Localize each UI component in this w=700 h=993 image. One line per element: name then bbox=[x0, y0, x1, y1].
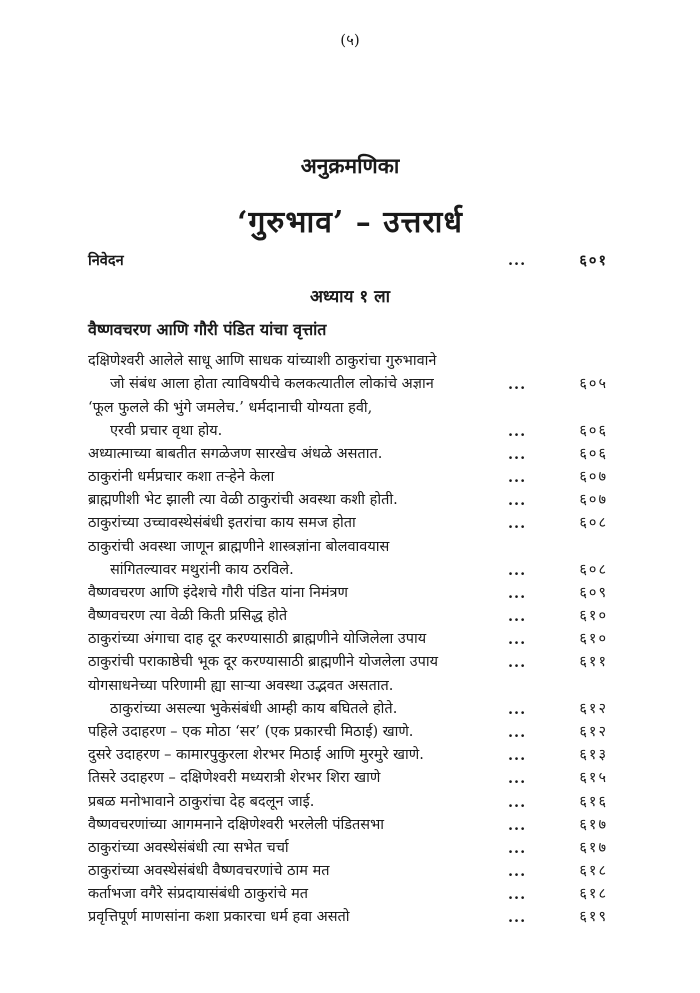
entry-text: वैष्णवचरणांच्या आगमनाने दक्षिणेश्वरी भरलेली पंडितसभा bbox=[88, 817, 385, 833]
page-ref: ६०७ bbox=[579, 492, 608, 508]
leader-dots: ... bbox=[508, 492, 527, 509]
toc-entry bbox=[88, 582, 608, 605]
leader-dots: ... bbox=[508, 886, 527, 903]
toc-entry bbox=[88, 651, 608, 674]
page-ref: ६१५ bbox=[579, 770, 608, 786]
leader-dots: ... bbox=[508, 701, 527, 718]
page-ref: ६१२ bbox=[579, 701, 608, 717]
toc-entry bbox=[88, 791, 608, 814]
toc-entry bbox=[88, 373, 608, 396]
book-title: ‘गुरुभाव’ – उत्तरार्ध bbox=[237, 205, 463, 240]
entry-text: ‘फूल फुलले की भुंगे जमलेच.’ धर्मदानाची योग्यता हवी, bbox=[88, 400, 373, 416]
entry-text: प्रबळ मनोभावाने ठाकुरांचा देह बदलून जाई. bbox=[88, 794, 315, 810]
leader-dots: ... bbox=[508, 654, 527, 671]
page-ref: ६०८ bbox=[579, 515, 608, 531]
toc-entry bbox=[88, 536, 608, 559]
leader-dots: ... bbox=[508, 747, 527, 764]
toc-entry bbox=[88, 721, 608, 744]
entry-text: वैष्णवचरण आणि इंदेशचे गौरी पंडित यांना निमंत्रण bbox=[88, 585, 349, 601]
toc-entry bbox=[88, 698, 608, 721]
page-ref: ६०५ bbox=[579, 376, 608, 392]
page-ref: ६१७ bbox=[579, 817, 608, 833]
leader-dots: ... bbox=[508, 770, 527, 787]
entry-text: दक्षिणेश्वरी आलेले साधू आणि साधक यांच्याशी ठाकुरांचा गुरुभावाने bbox=[88, 353, 437, 369]
entry-text: ठाकुरांच्या अवस्थेसंबंधी वैष्णवचरणांचे ठाम मत bbox=[88, 863, 330, 879]
page-ref: ६१८ bbox=[579, 886, 608, 902]
page-ref: ६०७ bbox=[579, 469, 608, 485]
leader-dots: ... bbox=[508, 515, 527, 532]
entry-text: प्रवृत्तिपूर्ण माणसांना कशा प्रकारचा धर्म हवा असतो bbox=[88, 909, 350, 925]
page-ref: ६१६ bbox=[579, 794, 608, 810]
page-ref: ६०६ bbox=[579, 423, 608, 439]
entry-text: ठाकुरांची पराकाष्ठेची भूक दूर करण्यासाठी ब्राह्मणीने योजलेला उपाय bbox=[88, 654, 438, 670]
leader-dots: ... bbox=[508, 909, 527, 926]
entry-text: ठाकुरांच्या उच्चावस्थेसंबंधी इतरांचा काय समज होता bbox=[88, 515, 356, 531]
entry-text: जो संबंध आला होता त्याविषयीचे कलकत्यातील लोकांचे अज्ञान bbox=[110, 376, 434, 392]
entry-text: एरवी प्रचार वृथा होय. bbox=[110, 423, 223, 439]
leader-dots: ... bbox=[508, 585, 527, 602]
page-ref: ६०८ bbox=[579, 562, 608, 578]
page-ref: ६१९ bbox=[579, 909, 608, 925]
toc-entry bbox=[88, 767, 608, 790]
leader-dots: ... bbox=[508, 794, 527, 811]
leader-dots: ... bbox=[508, 631, 527, 648]
entry-text: अध्यात्माच्या बाबतीत सगळेजण सारखेच अंधळे असतात. bbox=[88, 446, 383, 462]
toc-entry bbox=[88, 397, 608, 420]
page-ref: ६११ bbox=[579, 654, 608, 670]
entry-text: ठाकुरांनी धर्मप्रचार कशा तऱ्हेने केला bbox=[88, 469, 275, 485]
entry-text: सांगितल्यावर मथुरांनी काय ठरविले. bbox=[110, 562, 294, 578]
leader-dots: ... bbox=[508, 724, 527, 741]
leader-dots: ... bbox=[508, 817, 527, 834]
toc-entry bbox=[88, 443, 608, 466]
page-ref: ६१८ bbox=[579, 863, 608, 879]
page-ref: ६१७ bbox=[579, 840, 608, 856]
leader-dots: ... bbox=[508, 840, 527, 857]
toc-entry bbox=[88, 350, 608, 373]
leader-dots: ... bbox=[508, 469, 527, 486]
contents-heading: अनुक्रमणिका bbox=[300, 153, 400, 178]
page-number: (५) bbox=[340, 31, 360, 49]
page-ref: ६०९ bbox=[579, 585, 608, 601]
entry-text: ठाकुरांच्या असल्या भुकेसंबंधी आम्ही काय बघितले होते. bbox=[110, 701, 398, 717]
toc-entry bbox=[88, 605, 608, 628]
entry-text: तिसरे उदाहरण – दक्षिणेश्वरी मध्यरात्री शेरभर शिरा खाणे bbox=[88, 770, 381, 786]
entry-text: निवेदन bbox=[88, 252, 124, 269]
preface-row bbox=[88, 249, 608, 272]
toc-entry bbox=[88, 512, 608, 535]
leader-dots: ... bbox=[508, 608, 527, 625]
page-ref: ६१२ bbox=[579, 724, 608, 740]
entry-text: योगसाधनेच्या परिणामी ह्या साऱ्या अवस्था उद्भवत असतात. bbox=[88, 678, 394, 694]
page-ref: ६१० bbox=[579, 631, 608, 647]
toc-entry bbox=[88, 837, 608, 860]
toc-entry bbox=[88, 860, 608, 883]
toc-entry bbox=[88, 466, 608, 489]
toc-entry bbox=[88, 883, 608, 906]
toc-entry bbox=[88, 814, 608, 837]
entry-text: दुसरे उदाहरण – कामारपुकुरला शेरभर मिठाई आणि मुरमुरे खाणे. bbox=[88, 747, 424, 763]
page-ref: ६०१ bbox=[579, 252, 608, 269]
page-ref: ६०६ bbox=[579, 446, 608, 462]
toc-entry bbox=[88, 420, 608, 443]
toc-entry bbox=[88, 628, 608, 651]
entry-text: ठाकुरांच्या अवस्थेसंबंधी त्या सभेत चर्चा bbox=[88, 840, 289, 856]
page-ref: ६१३ bbox=[579, 747, 608, 763]
entry-text: कर्ताभजा वगैरे संप्रदायासंबंधी ठाकुरांचे मत bbox=[88, 886, 309, 902]
entry-text: वैष्णवचरण त्या वेळी किती प्रसिद्ध होते bbox=[88, 608, 288, 624]
toc-entry bbox=[88, 489, 608, 512]
leader-dots: ... bbox=[508, 863, 527, 880]
page-ref: ६१० bbox=[579, 608, 608, 624]
toc-entry bbox=[88, 559, 608, 582]
entry-text: ठाकुरांची अवस्था जाणून ब्राह्मणीने शास्त्रज्ञांना बोलवावयास bbox=[88, 539, 390, 555]
leader-dots: ... bbox=[508, 446, 527, 463]
chapter-heading: अध्याय १ ला bbox=[309, 287, 391, 307]
leader-dots: ... bbox=[508, 376, 527, 393]
leader-dots: ... bbox=[508, 562, 527, 579]
toc-entry bbox=[88, 744, 608, 767]
section-heading: वैष्णवचरण आणि गौरी पंडित यांचा वृत्तांत bbox=[88, 320, 327, 339]
toc-entry bbox=[88, 906, 608, 929]
leader-dots: ... bbox=[508, 423, 527, 440]
entry-text: ठाकुरांच्या अंगाचा दाह दूर करण्यासाठी ब्राह्मणीने योजिलेला उपाय bbox=[88, 631, 427, 647]
entry-text: ब्राह्मणीशी भेट झाली त्या वेळी ठाकुरांची अवस्था कशी होती. bbox=[88, 492, 398, 508]
leader-dots: ... bbox=[508, 252, 527, 269]
entry-text: पहिले उदाहरण – एक मोठा ‘सर’ (एक प्रकारची मिठाई) खाणे. bbox=[88, 724, 414, 740]
toc-entry bbox=[88, 675, 608, 698]
